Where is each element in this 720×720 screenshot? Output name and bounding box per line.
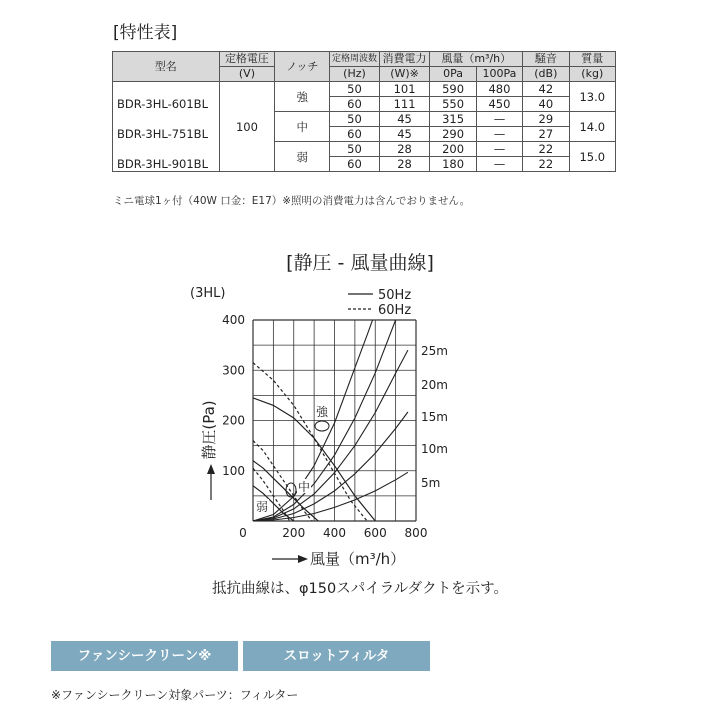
noise-cell: 22 bbox=[523, 157, 569, 172]
airflow-100pa-cell: — bbox=[476, 127, 522, 142]
mass-cell: 13.0 bbox=[569, 82, 615, 112]
header-notch: ノッチ bbox=[275, 52, 330, 82]
y-axis-arrow-head bbox=[207, 464, 215, 474]
noise-cell: 42 bbox=[523, 82, 569, 97]
airflow-0pa-cell: 315 bbox=[430, 112, 476, 127]
y-axis-label: 静圧(Pa) bbox=[200, 400, 218, 460]
header-power-unit: (W)※ bbox=[379, 67, 430, 82]
resistance-curve bbox=[253, 350, 408, 521]
voltage-cell: 100 bbox=[219, 82, 275, 172]
header-airflow-100pa: 100Pa bbox=[476, 67, 522, 82]
airflow-0pa-cell: 590 bbox=[430, 82, 476, 97]
resistance-curve-label: 10m bbox=[421, 442, 448, 456]
model-cell: BDR-3HL-751BL bbox=[113, 127, 220, 142]
airflow-100pa-cell: — bbox=[476, 142, 522, 157]
x-axis-arrow-head bbox=[298, 555, 308, 563]
section-title: [特性表] bbox=[113, 23, 178, 43]
resistance-curve bbox=[253, 472, 408, 521]
header-airflow: 風量（m³/h） bbox=[430, 52, 523, 67]
power-cell: 101 bbox=[379, 82, 430, 97]
chart-caption: 抵抗曲線は、φ150スパイラルダクトを示す。 bbox=[211, 581, 509, 597]
notch-cell: 弱 bbox=[275, 142, 330, 172]
power-cell: 45 bbox=[379, 127, 430, 142]
noise-cell: 27 bbox=[523, 127, 569, 142]
freq-cell: 60 bbox=[330, 157, 380, 172]
resistance-curve bbox=[253, 412, 408, 521]
legend-label-60hz: 60Hz bbox=[378, 303, 412, 318]
noise-cell: 40 bbox=[523, 97, 569, 112]
notch-label: 強 bbox=[316, 405, 329, 419]
resistance-curve-label: 5m bbox=[421, 476, 441, 490]
model-cell: BDR-3HL-601BL bbox=[113, 97, 220, 112]
freq-cell: 50 bbox=[330, 142, 380, 157]
chart-title: [静圧 - 風量曲線] bbox=[286, 252, 434, 274]
airflow-100pa-cell: — bbox=[476, 112, 522, 127]
airflow-0pa-cell: 290 bbox=[430, 127, 476, 142]
header-freq: 定格周波数 bbox=[330, 52, 380, 67]
resistance-curve-label: 25m bbox=[421, 344, 448, 358]
fan-clean-button[interactable]: ファンシークリーン※ bbox=[51, 641, 238, 671]
airflow-0pa-cell: 550 bbox=[430, 97, 476, 112]
y-tick-label: 200 bbox=[222, 413, 245, 428]
header-mass-unit: (kg) bbox=[569, 67, 615, 82]
notch-loop-mark bbox=[315, 421, 329, 431]
header-model: 型名 bbox=[113, 52, 220, 82]
slot-filter-button[interactable]: スロットフィルタ bbox=[243, 641, 430, 671]
x-tick-label: 200 bbox=[282, 526, 306, 540]
header-mass: 質量 bbox=[569, 52, 615, 67]
airflow-100pa-cell: 480 bbox=[476, 82, 522, 97]
header-noise-unit: (dB) bbox=[523, 67, 569, 82]
freq-cell: 50 bbox=[330, 112, 380, 127]
freq-cell: 60 bbox=[330, 97, 380, 112]
header-voltage: 定格電圧 bbox=[219, 52, 275, 67]
y-tick-label: 300 bbox=[222, 363, 245, 378]
header-power: 消費電力 bbox=[379, 52, 430, 67]
noise-cell: 29 bbox=[523, 112, 569, 127]
airflow-0pa-cell: 200 bbox=[430, 142, 476, 157]
y-tick-label: 400 bbox=[222, 313, 245, 327]
model-label: (3HL) bbox=[190, 286, 226, 301]
airflow-100pa-cell: 450 bbox=[476, 97, 522, 112]
y-tick-label: 100 bbox=[222, 463, 245, 478]
freq-cell: 60 bbox=[330, 127, 380, 142]
x-tick-label: 800 bbox=[404, 526, 428, 540]
notch-cell: 中 bbox=[275, 112, 330, 142]
x-axis-label: 風量（m³/h） bbox=[310, 550, 406, 568]
notch-label: 弱 bbox=[256, 500, 269, 514]
x-tick-label: 0 bbox=[239, 526, 247, 540]
header-voltage-unit: (V) bbox=[219, 67, 275, 82]
header-noise: 騒音 bbox=[523, 52, 569, 67]
power-cell: 28 bbox=[379, 157, 430, 172]
power-cell: 111 bbox=[379, 97, 430, 112]
table-note: ミニ電球1ヶ付（40W 口金：E17）※照明の消費電力は含んでおりません。 bbox=[113, 195, 471, 207]
header-airflow-0pa: 0Pa bbox=[430, 67, 476, 82]
airflow-0pa-cell: 180 bbox=[430, 157, 476, 172]
power-cell: 45 bbox=[379, 112, 430, 127]
mass-cell: 15.0 bbox=[569, 142, 615, 172]
header-freq-unit: (Hz) bbox=[330, 67, 380, 82]
model-cell: BDR-3HL-901BL bbox=[113, 157, 220, 172]
airflow-100pa-cell: — bbox=[476, 157, 522, 172]
resistance-curve-label: 20m bbox=[421, 378, 448, 392]
mass-cell: 14.0 bbox=[569, 112, 615, 142]
footnote: ※ファンシークリーン対象パーツ：フィルター bbox=[51, 688, 299, 702]
legend-label-50hz: 50Hz bbox=[378, 288, 412, 303]
notch-cell: 強 bbox=[275, 82, 330, 112]
resistance-curve-label: 15m bbox=[421, 410, 448, 424]
x-tick-label: 600 bbox=[363, 526, 387, 540]
power-cell: 28 bbox=[379, 142, 430, 157]
x-tick-label: 400 bbox=[323, 526, 346, 540]
freq-cell: 50 bbox=[330, 82, 380, 97]
noise-cell: 22 bbox=[523, 142, 569, 157]
notch-label: 中 bbox=[298, 480, 311, 494]
